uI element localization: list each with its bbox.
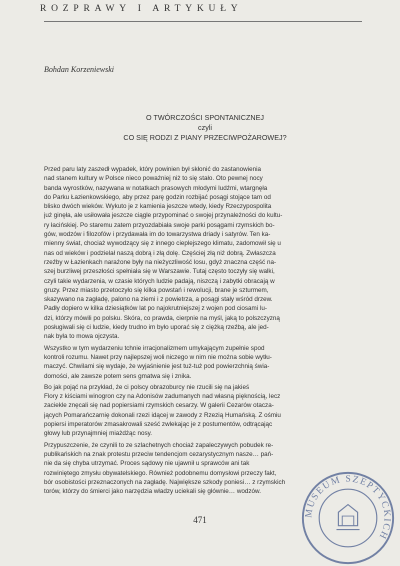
text-line: jących Pomarańczarnię dokonali rzezi idącej w zawody z Rzezią Humańską. Z ośmiu [44,411,281,419]
text-line: nak była to mowa ojczysta. [44,333,120,341]
stamp-text: MUSEUM SZEPTYCKICH [303,473,393,542]
text-line: Bo jak pojąć na przykład, że ci polscy obrazoburcy nie rzucili się na jakieś [44,383,250,391]
text-line: nie da się chyba utrzymać. Proces sądowy nie ujawnił u sprawców ani tak [44,460,250,468]
text-line: domości, ale zawsze potem sens gmatwa się i znika. [44,372,192,380]
text-line: głowy lub przynajmniej miażdżąc nosy. [44,430,153,438]
title-line-1: O TWÓRCZOŚCI SPONTANICZNEJ [146,113,264,122]
text-line: mienny świat, chociaż wywodzący się z innego cieplejszego klimatu, zadomowił się u [44,240,281,248]
article-body [44,165,362,496]
text-line: posługiwali się ci ludzie, kiedy trudno im było uporać się z ciężką rzeźbą, ale jed- [44,324,269,332]
museum-stamp-icon [300,470,396,566]
text-line: maczyć. Chwilami się wydaje, że wyjaśnienie jest tuż-tuż pod powierzchnią świa- [44,363,270,371]
text-line: bór osobistości przeznaczonych na zagładę. Największe szkody poniesi… z rzymskich [44,478,286,486]
text-line: Flory z kiściami winogron czy na Adonisów zadumanych nad własną pięknością, lecz [44,393,281,401]
text-line: rozwiniętego zmysłu obywatelskiego. Również podobnemu domysłowi przeczy fakt, [44,469,277,477]
title-line-3: CO SIĘ RODZI Z PIANY PRZECIWPOŻAROWEJ? [123,133,287,143]
text-line: zaciekle znęcali się nad popiersiami rzymskich cesarzy. W galerii Cezarów otacza- [44,402,274,410]
svg-text:MUSEUM SZEPTYCKICH [303,473,392,541]
text-line: Przed paru laty zaszedł wypadek, który powinien był skłonić do zastanowienia [44,166,262,173]
text-line: blisko dwóch wieków. Wykuto je z kamienia jeszcze wtedy, kiedy Rzeczypospolita [44,203,272,211]
text-line: czyli takie wydarzenia, w czasie których ludzie padają, niszczą i zabytki obracają w [44,277,275,285]
text-line: gów, wodzów i filozofów i przydawała im do towarzystwa driady i satyrów. Ten ka- [44,231,271,239]
paragraph [44,383,362,439]
text-line: popiersi imperatorów zmasakrowali sześć zwlekając je z postumentów, odtrącając [44,421,273,429]
text-line: Przypuszczenie, że czynili to ze szlachetnych chociaż zapaleczywych pobudek re- [44,441,274,449]
text-line: szej burzliwej przeszłości spełniała się w Warszawie. Tutaj często toczyły się walki, [44,268,275,276]
text-line: już ginęła, ale usiłowała jeszcze ciągle przypominać o swojej przynależności do kultu- [44,212,283,220]
header-divider [44,21,362,22]
text-line: do Parku Łazienkowskiego, aby przez parę godzin rozbijać posągi stojące tam od [44,193,271,201]
text-line: Wszystko w tym wydarzeniu tchnie irracjonalizmem umykającym zupełnie spod [44,344,265,352]
text-line: rzeźby w Łazienkach narażone były na nieżyczliwość losu, gdyż znaczna część na- [44,258,277,266]
text-line: dzi, którzy mówili po polsku. Skóra, co prawda, cierpnie na myśl, jaką to polszczyzną [44,314,280,322]
text-line: nad stanem kultury w Polsce nieco poważniej niż to się stało. Oto pewnej nocy [44,175,263,183]
text-line: nas od wieków i podzielał naszą dobrą i złą dolę. Częściej złą niż dobrą. Zwłaszcza [44,249,276,257]
text-line: skazywano na zagładę, palono na ziemi i z powietrza, a posągi stały wśród drzew. [44,296,273,304]
paragraph [44,165,362,342]
text-line: ry łacińskiej. Po staremu zatem przyozdabiała swoje parki posągami rzymskich bo- [44,221,275,229]
text-line: publikańskich na znak protestu przeciw tendencjom cezarystycznym nasze… pań- [44,450,274,458]
text-line: Padły dopiero w kilka dziesiątków lat po najokrutniejszej z wojen pod ciosami lu- [44,305,267,313]
author-name: Bohdan Korzeniewski [44,65,114,74]
page-number: 471 [193,515,207,525]
paragraph [44,344,362,381]
section-header: ROZPRAWY I ARTYKUŁY [40,4,243,14]
text-line: torów, którzy do śmierci jako narzędzia władzy uciekali się głównie… wodzów. [44,488,261,496]
text-line: gruzy. Przez miasto przetoczyło się kilka powstań i rewolucji, brane je szturmem, [44,286,269,294]
title-line-2: czyli [198,123,212,133]
article-title [40,113,370,144]
text-line: banda wyrostków, nazywana w notatkach prasowych młodymi ludźmi, wtargnęła [44,184,268,192]
text-line: kontroli rozumu. Nawet przy najlepszej woli niczego w nim nie można sobie wytłu- [44,353,272,361]
